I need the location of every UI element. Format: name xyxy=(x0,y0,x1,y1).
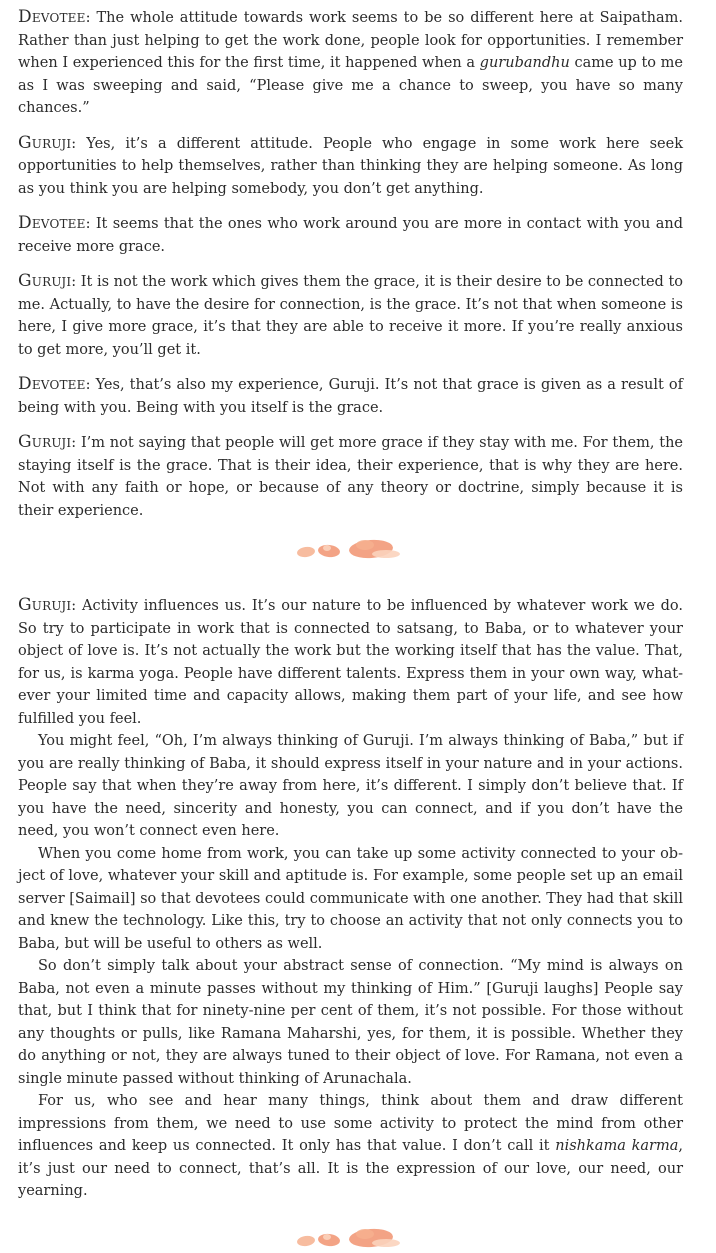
paragraph-term: nishkama karma xyxy=(555,1138,679,1154)
dialogue-guruji-2: Guruji: It is not the work which gives them the grace, it is their desire to be connected to me. Actually, to have the desire for connection, is the grace. It’s not that when someone is here, I give more grace, it’s that they are able to receive it more. If you’re really anxious to get more, you’ll get it. xyxy=(18,271,684,358)
paragraph: When you come home from work, you can take up some activity connected to your object of love, whatever your skill and aptitude is. For example, some people set up an email server [Saimail] so that devotees could communicate with one another. They had that skill and knew the technology. Like this, try to choose an activity that not only connects you to Baba, but will be useful to others as well. xyxy=(18,845,683,952)
dialogue-devotee-2: Devotee: It seems that the ones who work around you are more in contact with you and receive more grace. xyxy=(18,213,683,255)
dialogue-text: The whole attitude towards work seems to be so different here at Saipatham. Rather than just helping to get the work done, people look for opportunities. I remember when I experienced this for the first time, it happened when a xyxy=(18,10,683,71)
dialogue-term: gurubandhu xyxy=(479,55,570,71)
dialogue-devotee-1: Devotee: The whole attitude towards work seems to be so different here at Saipatham. Rather than just helping to get the work done, people look for opportunities. I remember when I experienced this for the first time, it happened when a gurubandhu came up to me as I was sweeping and said, “Please give me a chance to sweep, you have so many chances.” xyxy=(18,7,683,116)
petals-ornament-icon xyxy=(291,1223,411,1253)
paragraph-final xyxy=(18,1090,683,1203)
speaker-name: Guruji xyxy=(18,271,72,291)
speaker-name: Devotee xyxy=(18,374,86,394)
petals-ornament-icon xyxy=(291,534,411,564)
speaker-name: Guruji xyxy=(18,132,72,153)
speaker-name: Devotee xyxy=(18,213,86,233)
paragraph: You might feel, “Oh, I’m always thinking of Guruji. I’m always thinking of Baba,” but if you are really thinking of Baba, it should express itself in your nature and in your actions. People say that when they’re away from here, it’s different. I simply don’t believe that. If you have the need, sincerity and honesty, you can connect, and if you don’t have the need, you won’t connect even here. xyxy=(18,733,683,839)
dialogue-guruji-3: Guruji: I’m not saying that people will get more grace if they stay with me. For them, the staying itself is the grace. That is their idea, their experience, that is why they are here. Not with any faith or hope, or because of any theory or doctrine, simply because it is their experience. xyxy=(18,432,683,519)
dialogue-text: Yes, it’s a different attitude. People who engage in some work here seek opportunities to help themselves, rather than thinking they are helping someone. As long as you think you are helping somebody, you don’t get anything. xyxy=(18,135,683,197)
paragraph-text-end: , it’s just our need to connect, that’s all. It is the expression of our love, our need, our yearning. xyxy=(18,1138,683,1199)
paragraph-text: Activity influences us. It’s our nature to be influenced by whatever work we do. So try to participate in work that is connected to satsang, to Baba, or to whatever your object of love is. It’s not actually the work but the working itself that has the value. That, for us, is karma yoga. People have different talents. Express them in your own way, whatever your limited time and capacity allows, making them part of your life, and see how fulfilled you feel. xyxy=(18,598,683,727)
dialogue-devotee-3: Devotee: Yes, that’s also my experience, Guruji. It’s not that grace is given as a result of being with you. Being with you itself is the grace. xyxy=(18,374,683,416)
dialogue-text: It is not the work which gives them the grace, it is their desire to be connected to me. Actually, to have the desire for connection, is the grace. It’s not that when someone is here, I give more grace, it’s that they are able to receive it more. If you’re really anxious to get more, you’ll get it. xyxy=(18,274,684,358)
paragraph: So don’t simply talk about your abstract sense of connection. “My mind is always on Baba, not even a minute passes without my thinking of Him.” [Guruji laughs] People say that, but I think that for ninety-nine per cent of them, it’s not possible. For those without any thoughts or pulls, like Ramana Maharshi, yes, for them, it is possible. Whether they do anything or not, they are always tuned to their object of love. For Ramana, not even a single minute passed without thinking of Arunachala. xyxy=(18,958,683,1087)
dialogue-text: It seems that the ones who work around you are more in contact with you and receive more grace. xyxy=(18,216,683,255)
section-guruji-opening: Guruji: Activity influences us. It’s our nature to be influenced by whatever work we do. So try to participate in work that is connected to satsang, to Baba, or to whatever your object of love is. It’s not actually the work but the working itself that has the value. That, for us, is karma yoga. People have different talents. Express them in your own way, whatever your limited time and capacity allows, making them part of your life, and see how fulfilled you feel. xyxy=(18,595,683,727)
dialogue-text: Yes, that’s also my experience, Guruji. It’s not that grace is given as a result of being with you. Being with you itself is the grace. xyxy=(18,377,683,416)
speaker-name: Guruji xyxy=(18,595,72,615)
dialogue-text-end: came up to me as I was sweeping and said, “Please give me a chance to sweep, you have so many chances.” xyxy=(18,55,683,116)
speaker-name: Devotee xyxy=(18,7,86,27)
dialogue-guruji-1: Guruji: Yes, it’s a different attitude. People who engage in some work here seek opportunities to help themselves, rather than thinking they are helping someone. As long as you think you are helping somebody, you don’t get anything. xyxy=(18,132,683,197)
paragraph-text: For us, who see and hear many things, think about them and draw different impressions from them, we need to use some activity to protect the mind from other influences and keep us connected. It only has that value. I don’t call it xyxy=(18,1093,683,1154)
speaker-name: Guruji xyxy=(18,432,72,452)
dialogue-text: I’m not saying that people will get more grace if they stay with me. For them, the staying itself is the grace. That is their idea, their experience, that is why they are here. Not with any faith or hope, or because of any theory or doctrine, simply because it is their experience. xyxy=(18,435,683,519)
